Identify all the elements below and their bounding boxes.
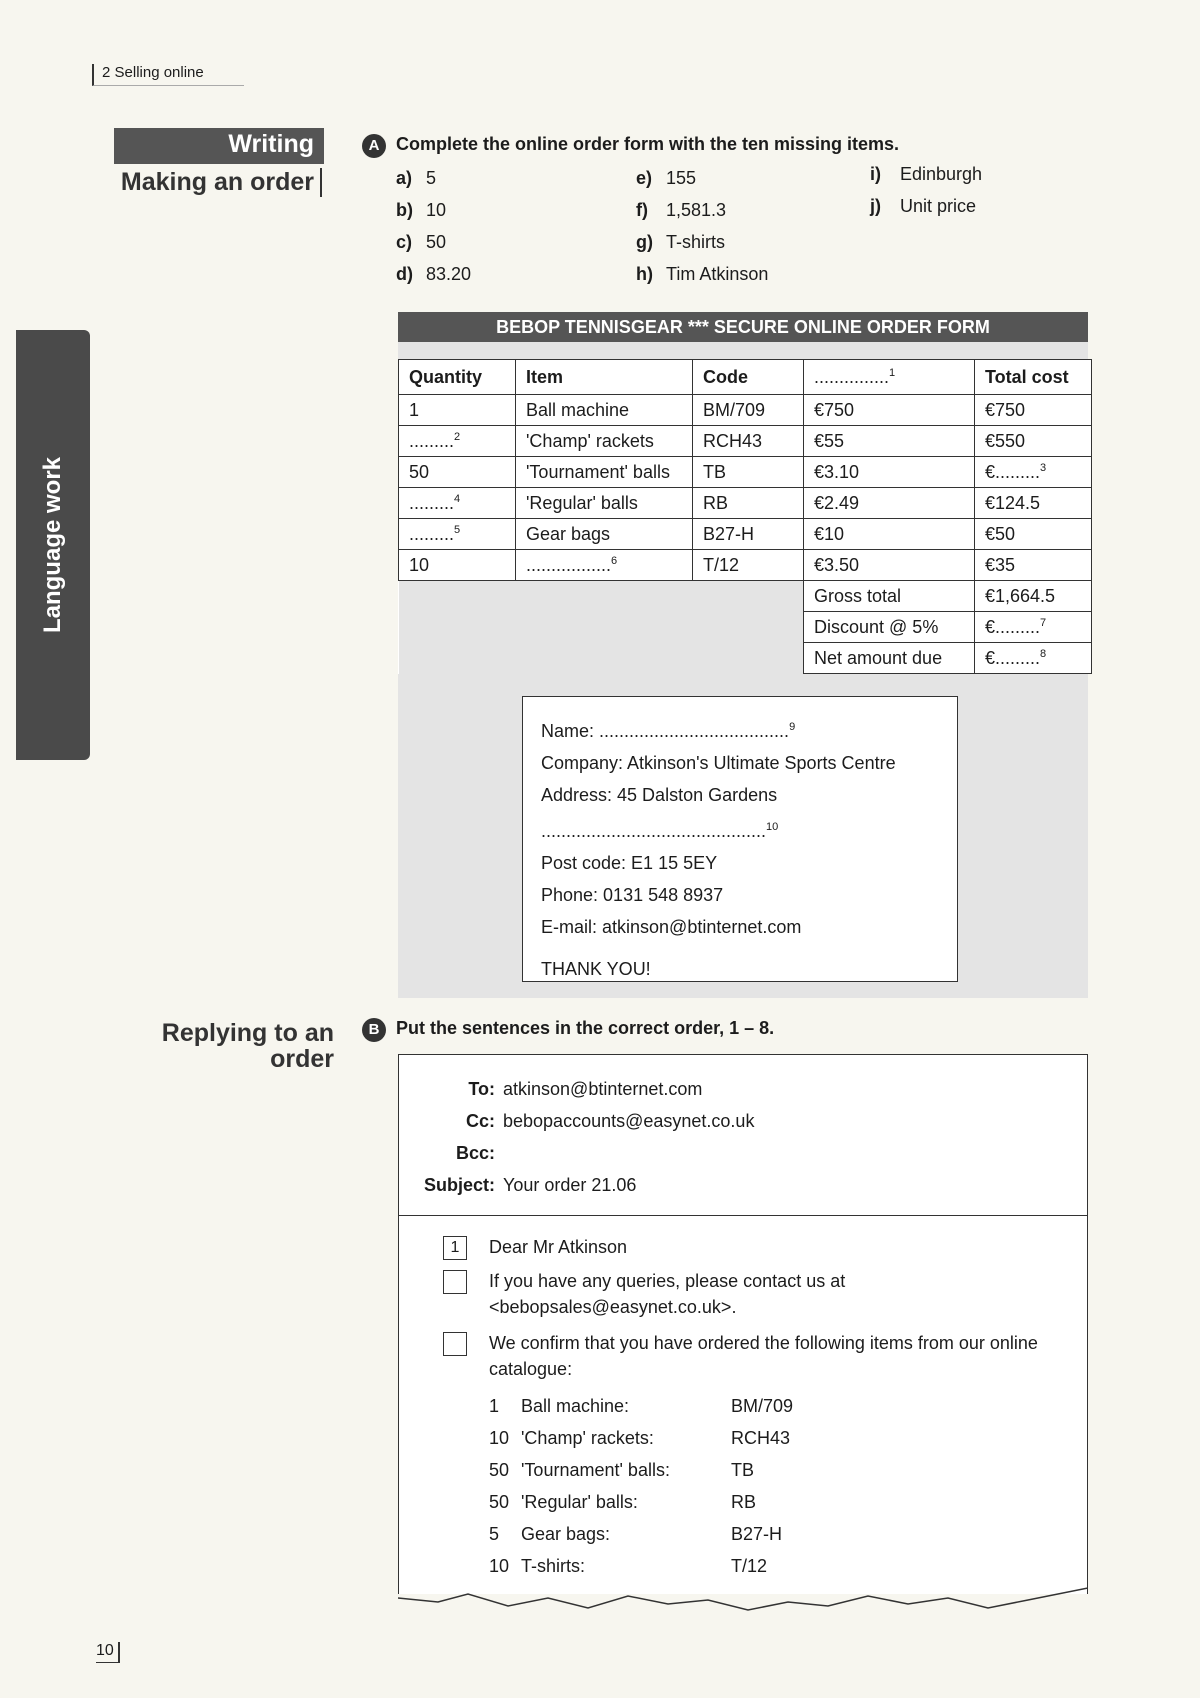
email-window: [398, 1054, 1088, 1594]
table-row: 10 .................$^6$ T/12 €3.50 €35: [399, 550, 1092, 581]
table-header-row: [399, 360, 1092, 395]
table-row: .........$^5$ Gear bags B27-H €10 €50: [399, 519, 1092, 550]
option: b) 10: [396, 200, 447, 220]
email-subject-row: Subject: Your order 21.06: [423, 1175, 637, 1195]
header-total-cost: Total cost: [975, 360, 1092, 395]
email-to-row: To: atkinson@btinternet.com: [468, 1079, 703, 1099]
section-subhead-making-order: Making an order: [100, 168, 322, 197]
option: f) 1,581.3: [636, 200, 727, 220]
email-subject: Your order 21.06: [503, 1175, 637, 1195]
email-body: [399, 1216, 1087, 1582]
address-email: E-mail: atkinson@btinternet.com: [541, 917, 802, 937]
email-to: atkinson@btinternet.com: [503, 1079, 703, 1099]
summary-row: Net amount due €.........$^8$: [399, 643, 1092, 674]
address-blank: .............................................$^{10}$: [541, 821, 779, 841]
sentence-confirm: We confirm that you have ordered the following items from our online catalogue:: [443, 1330, 1087, 1382]
header-quantity: Quantity: [399, 360, 516, 395]
list-item: 10 'Champ' rackets: RCH43: [489, 1428, 791, 1448]
exercise-a-instruction: Complete the online order form with the ten missing items.: [396, 134, 900, 154]
address-postcode: Post code: E1 15 5EY: [541, 853, 718, 873]
table-row: .........$^4$ 'Regular' balls RB €2.49 €124.5: [399, 488, 1092, 519]
option: i) Edinburgh: [870, 164, 983, 184]
exercise-badge-b: B: [362, 1018, 386, 1042]
list-item: 5 Gear bags: B27-H: [489, 1524, 783, 1544]
option: h) Tim Atkinson: [636, 264, 769, 284]
header-blank: ...............$^1$: [804, 360, 975, 395]
option: c) 50: [396, 232, 447, 252]
order-checkbox[interactable]: 1: [443, 1236, 467, 1260]
summary-row: Discount @ 5% €.........$^7$: [399, 612, 1092, 643]
address-phone: Phone: 0131 548 8937: [541, 885, 724, 905]
side-tab: [16, 330, 90, 760]
order-checkbox[interactable]: [443, 1270, 467, 1294]
order-form-title: BEBOP TENNISGEAR *** SECURE ONLINE ORDER FORM: [398, 312, 1088, 342]
table-row: .........$^2$ 'Champ' rackets RCH43 €55 €550: [399, 426, 1092, 457]
email-cc: bebopaccounts@easynet.co.uk: [503, 1111, 755, 1131]
side-tab-label: Language work: [39, 456, 66, 634]
list-item: 10 T-shirts: T/12: [489, 1556, 768, 1576]
sentence-queries: If you have any queries, please contact us at <bebopsales@easynet.co.uk>.: [443, 1268, 1087, 1320]
address-box: [522, 696, 958, 982]
address-name: Name: ......................................$^9$: [541, 721, 796, 741]
option: g) T-shirts: [636, 232, 726, 252]
summary-row: Gross total €1,664.5: [399, 581, 1092, 612]
table-row: 50 'Tournament' balls TB €3.10 €.........$^3$: [399, 457, 1092, 488]
option: d) 83.20: [396, 264, 472, 284]
table-row: 1 Ball machine BM/709 €750 €750: [399, 395, 1092, 426]
header-code: Code: [693, 360, 804, 395]
email-bcc-row: Bcc:: [455, 1143, 495, 1163]
section-subhead-replying: Replying to an order: [161, 1019, 334, 1073]
order-checkbox[interactable]: [443, 1332, 467, 1356]
email-cc-row: Cc: bebopaccounts@easynet.co.uk: [465, 1111, 755, 1131]
list-item: 50 'Tournament' balls: TB: [489, 1460, 755, 1480]
section-bar-writing: Writing: [114, 128, 324, 164]
page-number: 10: [96, 1642, 120, 1663]
torn-edge: [398, 1580, 1088, 1620]
list-item: 50 'Regular' balls: RB: [489, 1492, 757, 1512]
running-header: 2 Selling online: [92, 64, 244, 86]
sentence-salutation: 1 Dear Mr Atkinson: [443, 1234, 1087, 1260]
option: a) 5: [396, 168, 437, 188]
address-street: Address: 45 Dalston Gardens: [541, 785, 778, 805]
order-table: [398, 359, 1092, 674]
exercise-badge-a: A: [362, 134, 386, 158]
option: e) 155: [636, 168, 697, 188]
email-header: [399, 1055, 1087, 1216]
list-item: 1 Ball machine: BM/709: [489, 1396, 794, 1416]
header-item: Item: [516, 360, 693, 395]
email-items-list: [489, 1390, 793, 1582]
exercise-b-instruction: Put the sentences in the correct order, 1 – 8.: [396, 1018, 775, 1038]
option: j) Unit price: [870, 196, 977, 216]
address-company: Company: Atkinson's Ultimate Sports Centre: [541, 753, 896, 773]
address-thanks: THANK YOU!: [541, 959, 651, 979]
